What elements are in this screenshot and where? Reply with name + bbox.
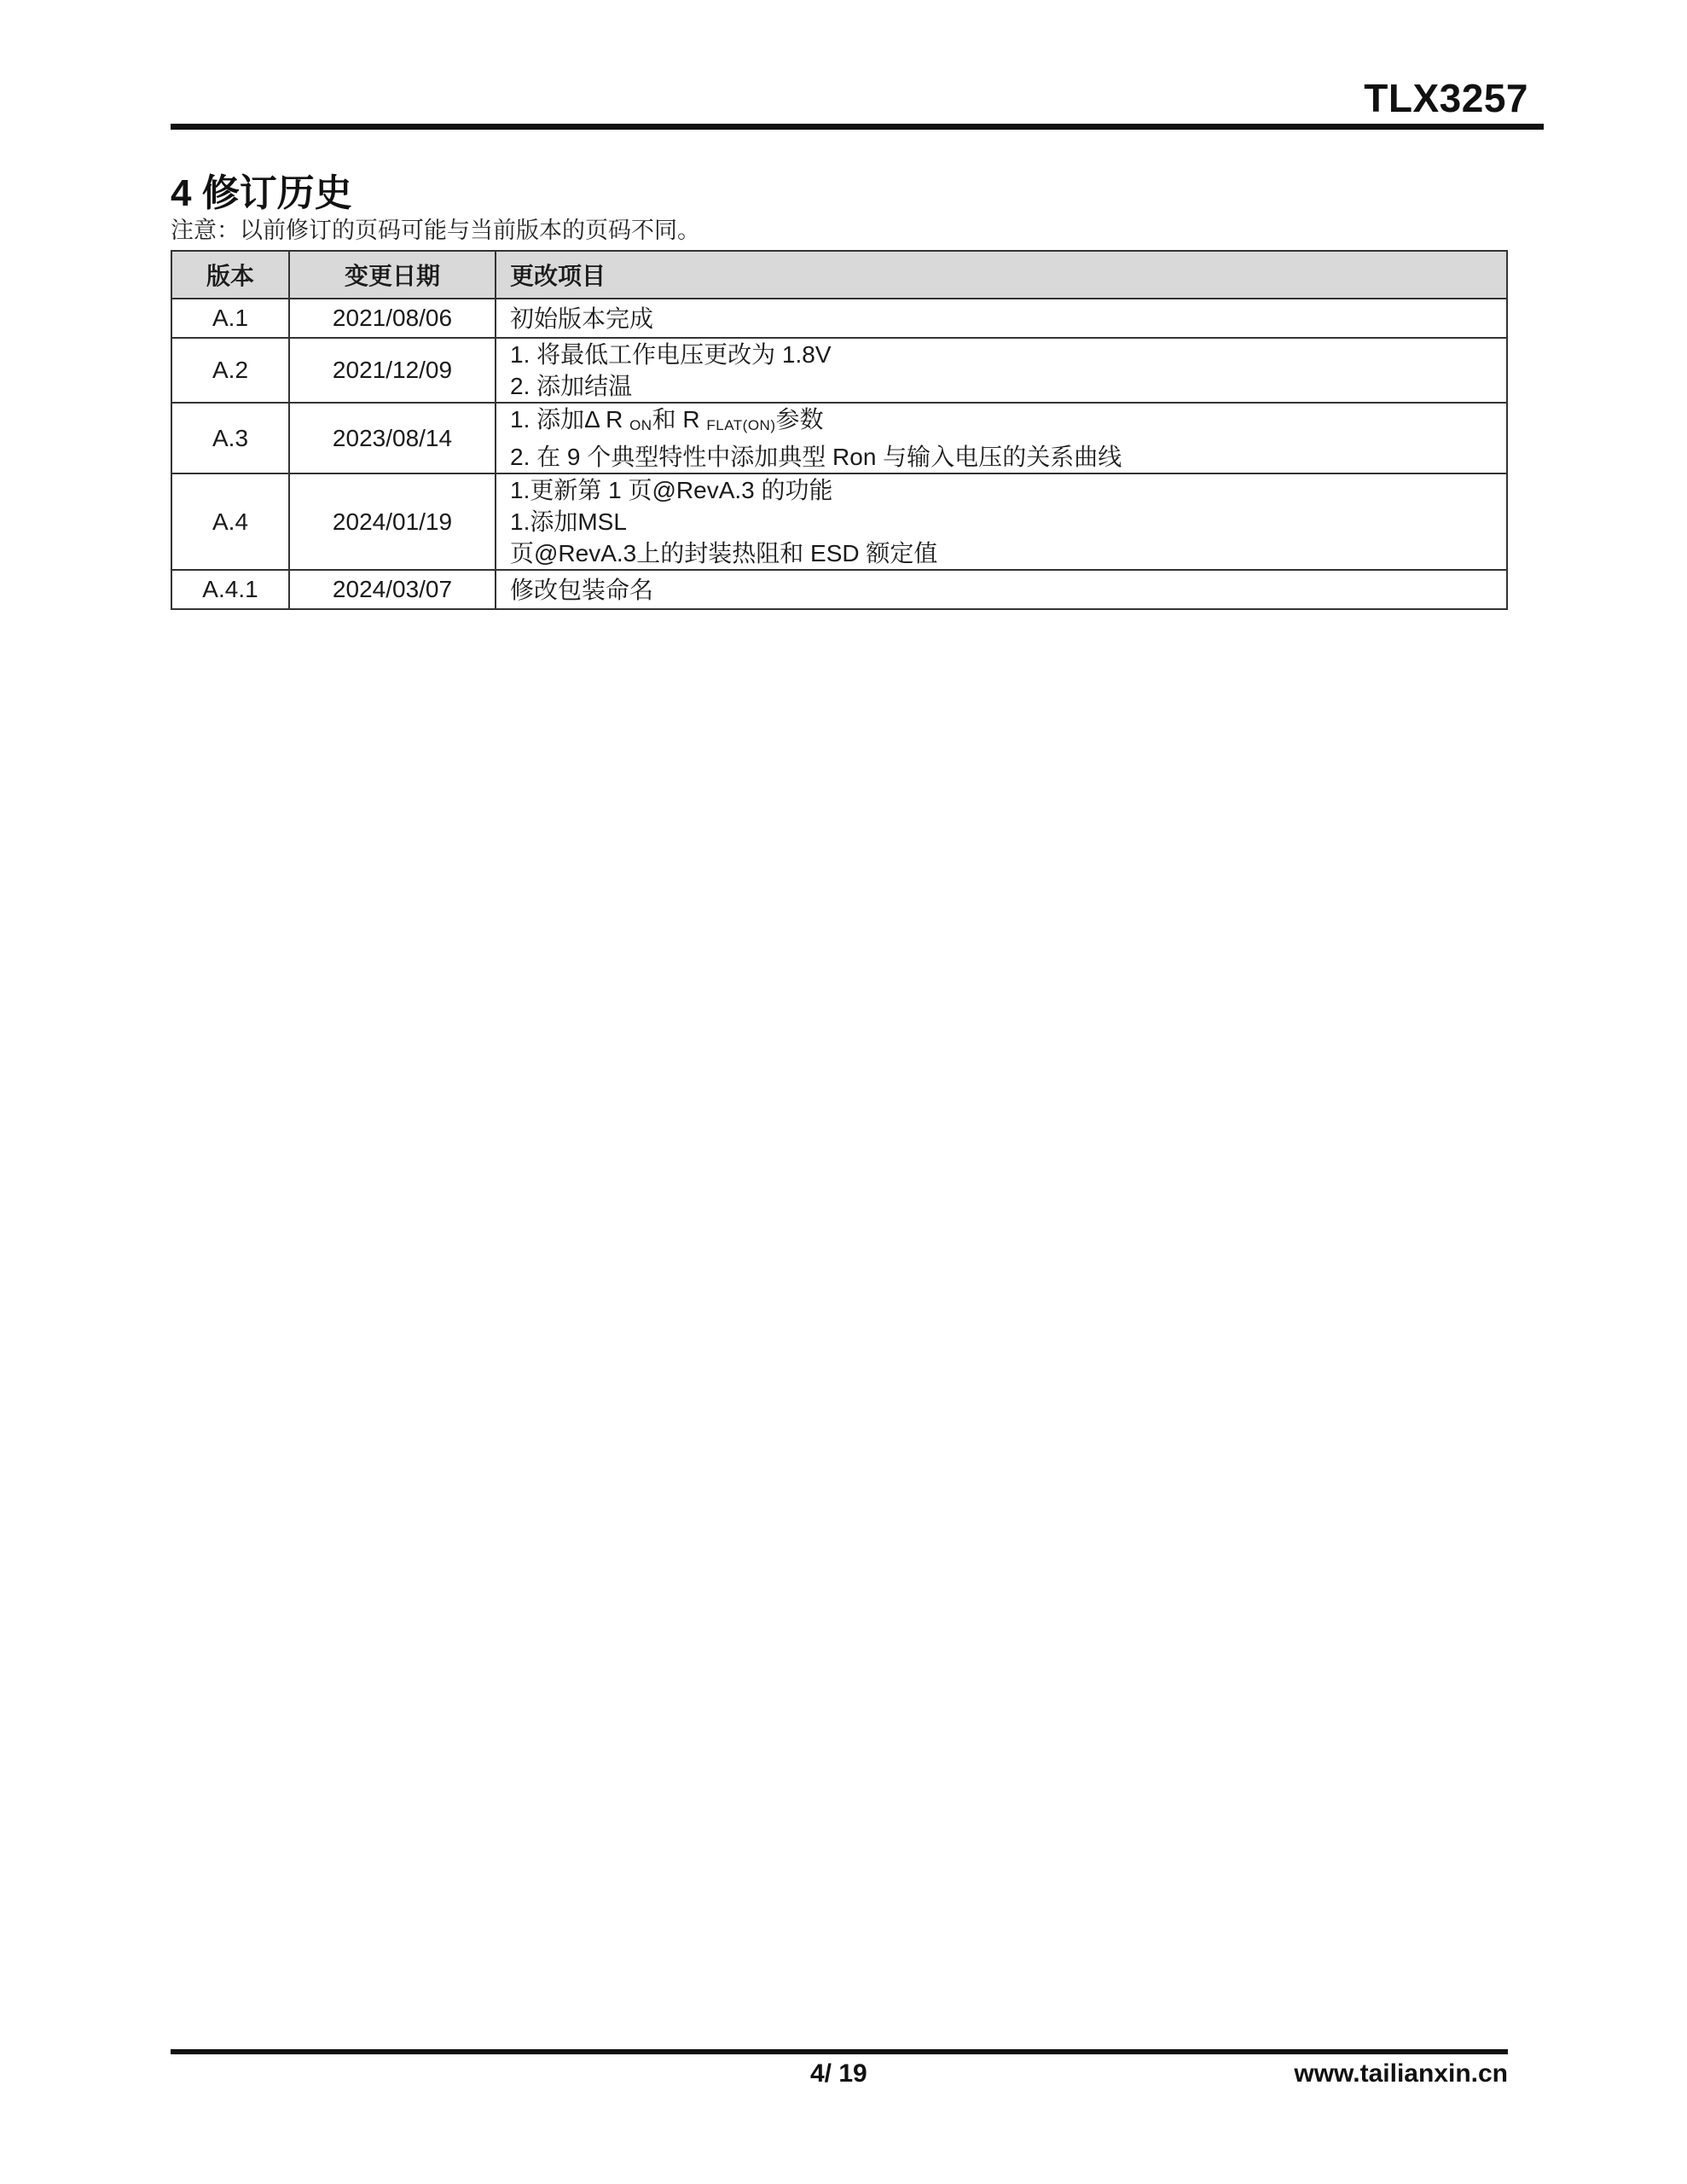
cell-version: A.4 (171, 473, 289, 570)
product-name: TLX3257 (1364, 76, 1528, 120)
cell-date: 2023/08/14 (289, 403, 496, 473)
cell-changes (496, 403, 1507, 473)
change-text: 参数 (775, 406, 824, 433)
subscript-on: ON (629, 417, 652, 433)
cell-version: A.2 (171, 338, 289, 403)
cell-version: A.1 (171, 299, 289, 338)
cell-changes (496, 473, 1507, 570)
change-text: 和 R (652, 406, 707, 433)
cell-changes (496, 570, 1507, 609)
change-line: 2. 添加结温 (510, 373, 633, 399)
change-text: 1. 添加Δ R (510, 406, 630, 433)
change-line: 初始版本完成 (510, 305, 654, 332)
section-heading (171, 162, 352, 217)
website-link[interactable]: www.tailianxin.cn (1294, 2059, 1508, 2088)
page-number: 4/ 19 (810, 2059, 867, 2088)
section-title-text: 修订历史 (201, 172, 352, 214)
change-line: 修改包装命名 (510, 576, 654, 603)
change-line (510, 404, 1493, 441)
change-line: 页@RevA.3上的封装热阻和 ESD 额定值 (510, 540, 938, 566)
cell-version: A.4.1 (171, 570, 289, 609)
section-number: 4 (171, 172, 192, 214)
header-version: 版本 (171, 251, 289, 299)
table-row (171, 403, 1507, 473)
cell-date: 2021/08/06 (289, 299, 496, 338)
revision-note: 注意：以前修订的页码可能与当前版本的页码不同。 (171, 218, 700, 243)
subscript-flat-on: FLAT(ON) (706, 417, 776, 433)
cell-date: 2021/12/09 (289, 338, 496, 403)
table-row (171, 299, 1507, 338)
change-line: 2. 在 9 个典型特性中添加典型 Ron 与输入电压的关系曲线 (510, 444, 1122, 470)
table-row (171, 473, 1507, 570)
change-line: 1.添加MSL (510, 508, 627, 535)
table-row (171, 570, 1507, 609)
table-header-row (171, 251, 1507, 299)
change-line: 1. 将最低工作电压更改为 1.8V (510, 341, 832, 368)
cell-changes (496, 299, 1507, 338)
header-changes: 更改项目 (496, 251, 1507, 299)
cell-changes (496, 338, 1507, 403)
table-row (171, 338, 1507, 403)
header-date: 变更日期 (289, 251, 496, 299)
change-line: 1.更新第 1 页@RevA.3 的功能 (510, 477, 833, 503)
cell-date: 2024/03/07 (289, 570, 496, 609)
footer-divider (171, 2049, 1508, 2054)
cell-version: A.3 (171, 403, 289, 473)
revision-history-table (171, 250, 1508, 610)
cell-date: 2024/01/19 (289, 473, 496, 570)
header-divider (171, 124, 1544, 130)
